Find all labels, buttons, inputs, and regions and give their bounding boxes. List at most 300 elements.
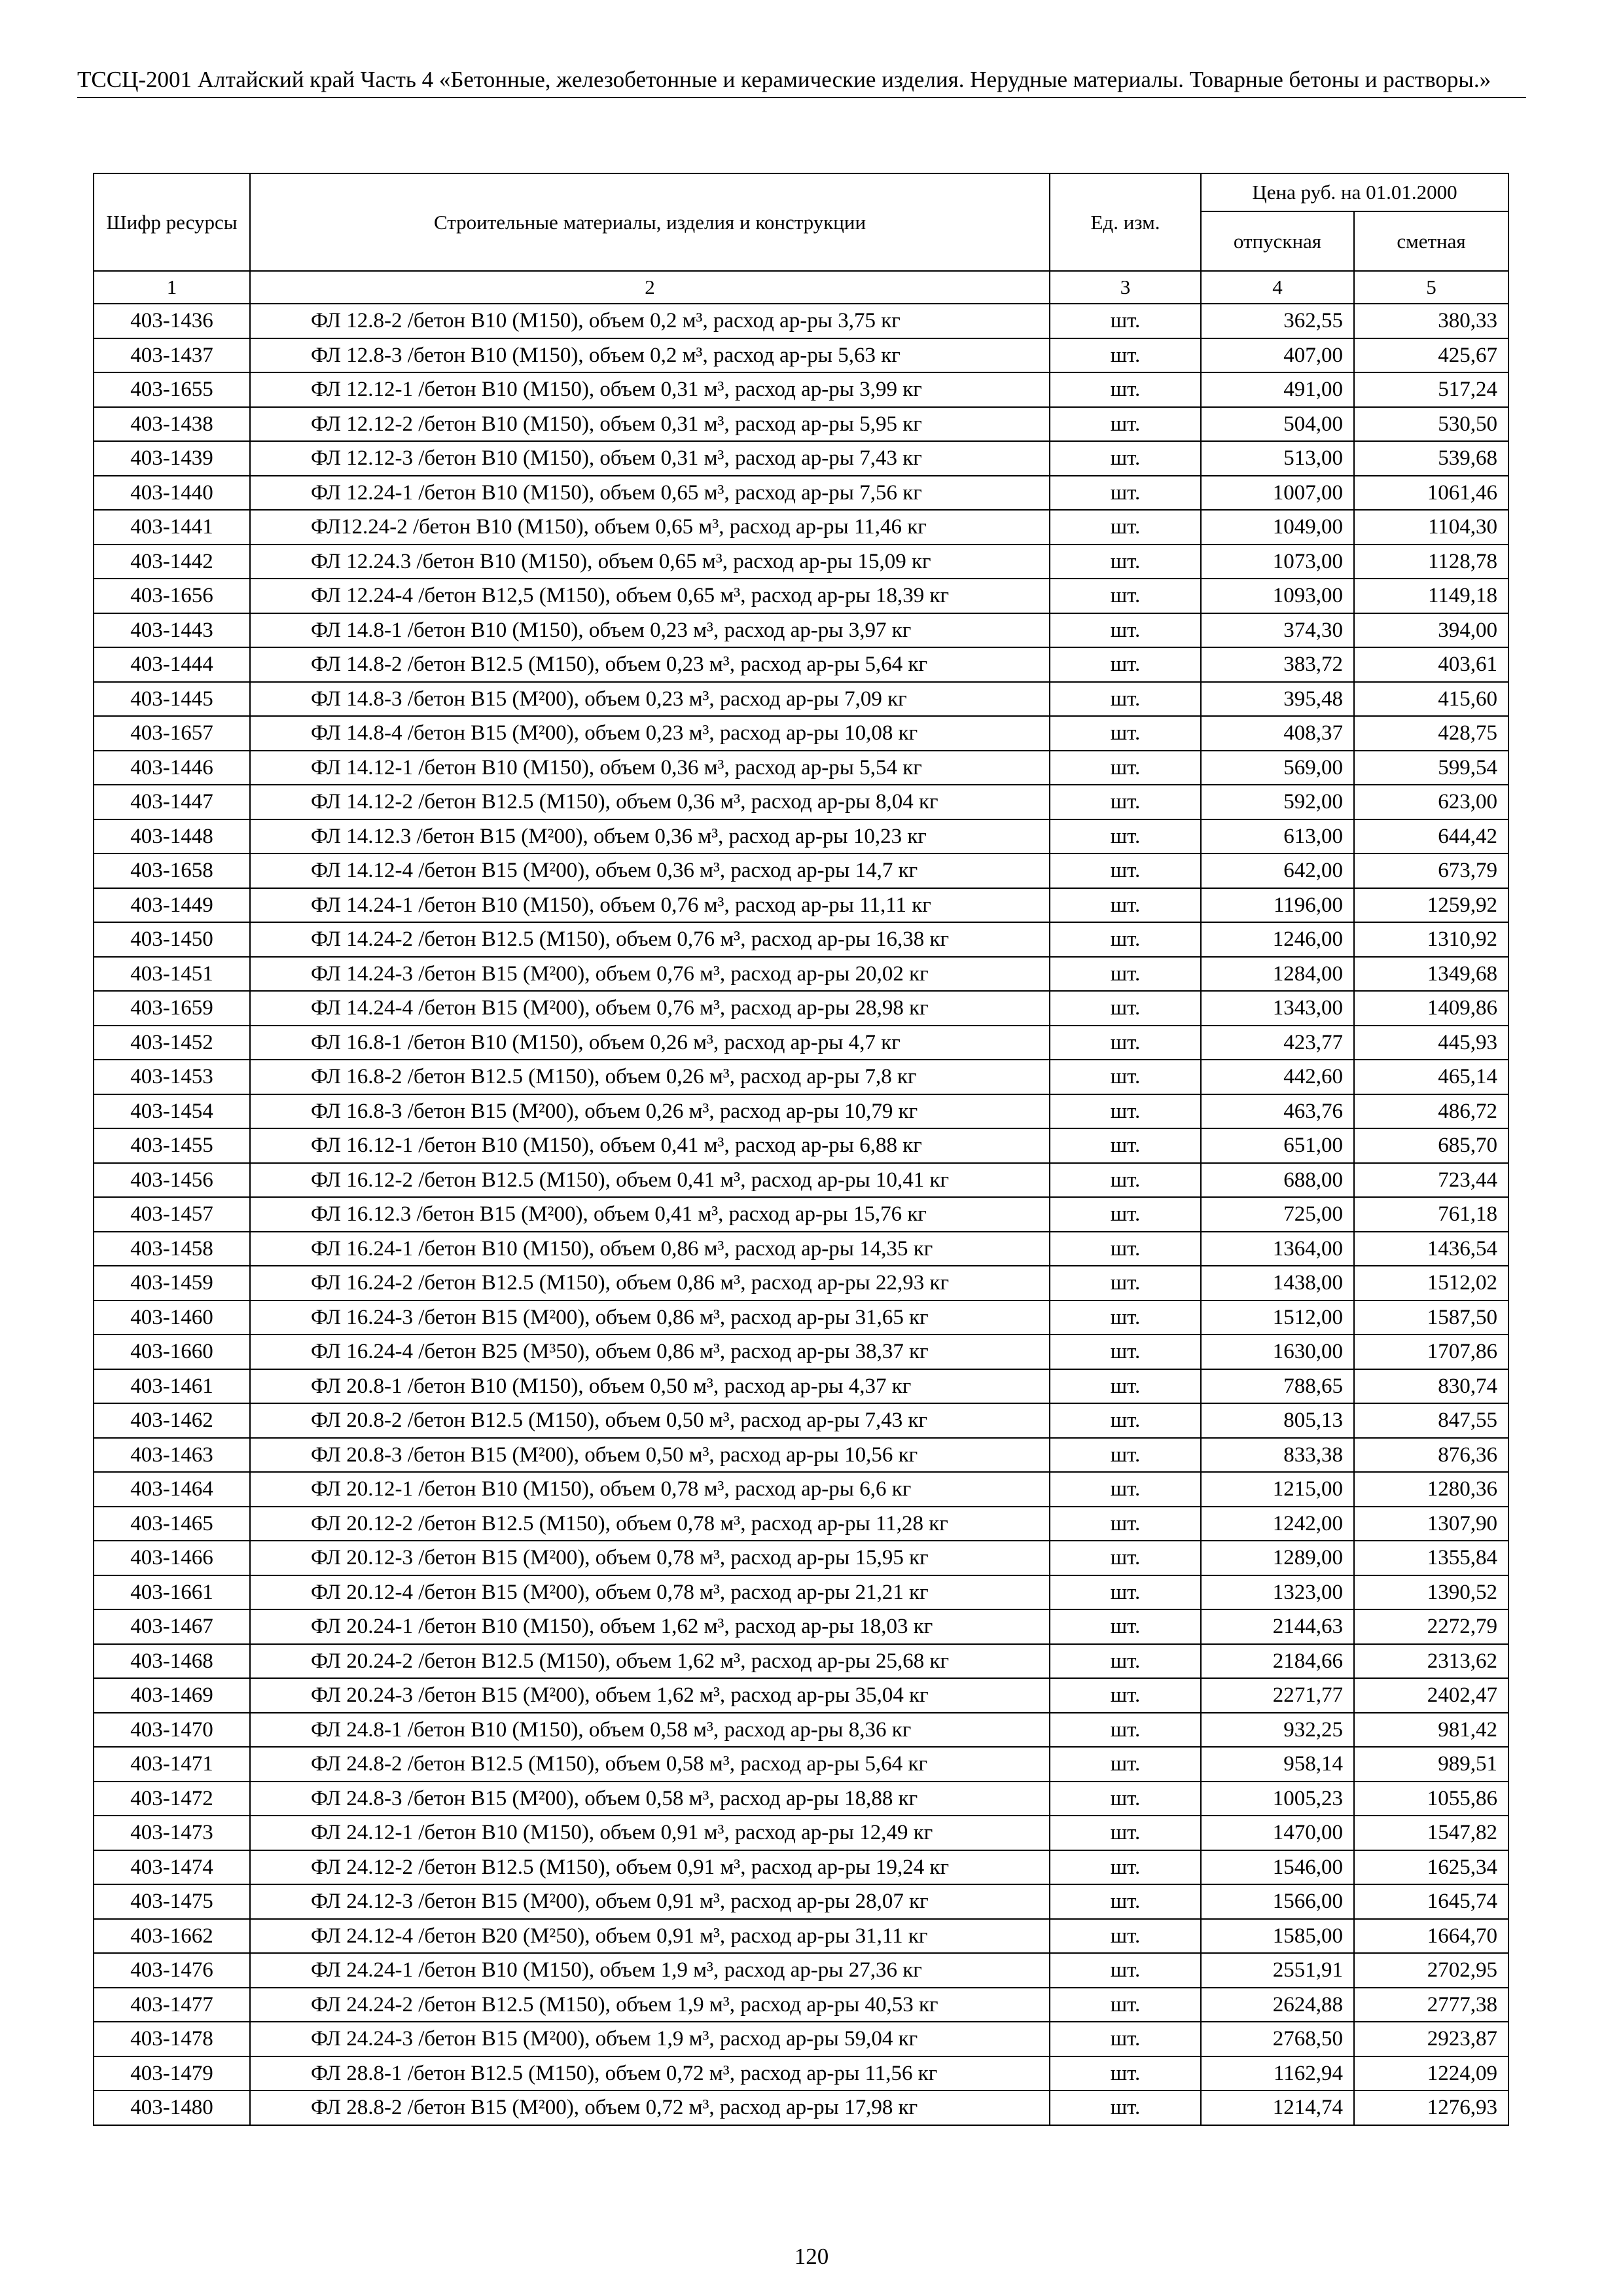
resource-code: 403-1658 <box>94 853 250 888</box>
release-price: 362,55 <box>1201 304 1354 338</box>
release-price: 1585,00 <box>1201 1919 1354 1954</box>
estimate-price: 1259,92 <box>1354 888 1508 923</box>
material-name: ФЛ 24.12-3 /бетон В15 (М²00), объем 0,91 м³, расход ар-ры 28,07 кг <box>250 1884 1050 1919</box>
material-name: ФЛ 16.24-2 /бетон В12.5 (М150), объем 0,86 м³, расход ар-ры 22,93 кг <box>250 1266 1050 1300</box>
resource-code: 403-1444 <box>94 647 250 682</box>
material-name: ФЛ 16.12-1 /бетон В10 (М150), объем 0,41 м³, расход ар-ры 6,88 кг <box>250 1128 1050 1163</box>
release-price: 463,76 <box>1201 1094 1354 1129</box>
page-header: ТССЦ-2001 Алтайский край Часть 4 «Бетонные, железобетонные и керамические изделия. Нерудные материалы. Товарные бетоны и растворы.» <box>77 67 1526 98</box>
material-name: ФЛ 16.24-4 /бетон В25 (М³50), объем 0,86 м³, расход ар-ры 38,37 кг <box>250 1335 1050 1369</box>
release-price: 1343,00 <box>1201 991 1354 1026</box>
table-row <box>94 1094 1508 1129</box>
material-name: ФЛ 16.24-3 /бетон В15 (М²00), объем 0,86 м³, расход ар-ры 31,65 кг <box>250 1300 1050 1335</box>
release-price: 725,00 <box>1201 1197 1354 1232</box>
release-price: 1323,00 <box>1201 1575 1354 1610</box>
unit: шт. <box>1050 1300 1201 1335</box>
release-price: 833,38 <box>1201 1438 1354 1473</box>
resource-code: 403-1461 <box>94 1369 250 1404</box>
release-price: 513,00 <box>1201 441 1354 476</box>
release-price: 1566,00 <box>1201 1884 1354 1919</box>
estimate-price: 2923,87 <box>1354 2022 1508 2056</box>
estimate-price: 486,72 <box>1354 1094 1508 1129</box>
estimate-price: 394,00 <box>1354 613 1508 648</box>
material-name: ФЛ 20.8-3 /бетон В15 (М²00), объем 0,50 м³, расход ар-ры 10,56 кг <box>250 1438 1050 1473</box>
material-name: ФЛ 24.8-2 /бетон В12.5 (М150), объем 0,58 м³, расход ар-ры 5,64 кг <box>250 1747 1050 1782</box>
unit: шт. <box>1050 647 1201 682</box>
unit: шт. <box>1050 1403 1201 1438</box>
estimate-price: 1276,93 <box>1354 2090 1508 2125</box>
release-price: 1214,74 <box>1201 2090 1354 2125</box>
material-name: ФЛ 20.8-2 /бетон В12.5 (М150), объем 0,50 м³, расход ар-ры 7,43 кг <box>250 1403 1050 1438</box>
release-price: 2551,91 <box>1201 1953 1354 1988</box>
unit: шт. <box>1050 1128 1201 1163</box>
table-row <box>94 888 1508 923</box>
resource-code: 403-1660 <box>94 1335 250 1369</box>
table-row <box>94 338 1508 373</box>
material-name: ФЛ 12.12-1 /бетон В10 (М150), объем 0,31 м³, расход ар-ры 3,99 кг <box>250 372 1050 407</box>
estimate-price: 1707,86 <box>1354 1335 1508 1369</box>
estimate-price: 415,60 <box>1354 682 1508 717</box>
release-price: 442,60 <box>1201 1060 1354 1094</box>
table-body <box>94 304 1508 2125</box>
unit: шт. <box>1050 682 1201 717</box>
table-row <box>94 1713 1508 1748</box>
material-name: ФЛ 20.24-2 /бетон В12.5 (М150), объем 1,62 м³, расход ар-ры 25,68 кг <box>250 1644 1050 1679</box>
estimate-price: 1512,02 <box>1354 1266 1508 1300</box>
resource-code: 403-1437 <box>94 338 250 373</box>
unit: шт. <box>1050 1507 1201 1541</box>
estimate-price: 673,79 <box>1354 853 1508 888</box>
material-name: ФЛ 20.12-4 /бетон В15 (М²00), объем 0,78 м³, расход ар-ры 21,21 кг <box>250 1575 1050 1610</box>
resource-code: 403-1473 <box>94 1816 250 1850</box>
estimate-price: 1224,09 <box>1354 2056 1508 2091</box>
material-name: ФЛ 14.24-4 /бетон В15 (М²00), объем 0,76 м³, расход ар-ры 28,98 кг <box>250 991 1050 1026</box>
release-price: 1215,00 <box>1201 1472 1354 1507</box>
resource-code: 403-1468 <box>94 1644 250 1679</box>
unit: шт. <box>1050 1335 1201 1369</box>
unit: шт. <box>1050 304 1201 338</box>
resource-code: 403-1448 <box>94 819 250 854</box>
table-row <box>94 1541 1508 1575</box>
col-number: 5 <box>1354 271 1508 304</box>
resource-code: 403-1465 <box>94 1507 250 1541</box>
unit: шт. <box>1050 510 1201 545</box>
resource-code: 403-1453 <box>94 1060 250 1094</box>
table-row <box>94 1609 1508 1644</box>
release-price: 1546,00 <box>1201 1850 1354 1885</box>
estimate-price: 539,68 <box>1354 441 1508 476</box>
table-row <box>94 1850 1508 1885</box>
unit: шт. <box>1050 1713 1201 1748</box>
unit: шт. <box>1050 1266 1201 1300</box>
release-price: 932,25 <box>1201 1713 1354 1748</box>
col-number: 3 <box>1050 271 1201 304</box>
material-name: ФЛ 12.24-4 /бетон В12,5 (М150), объем 0,65 м³, расход ар-ры 18,39 кг <box>250 579 1050 613</box>
unit: шт. <box>1050 476 1201 511</box>
estimate-price: 623,00 <box>1354 785 1508 819</box>
table-row <box>94 1335 1508 1369</box>
resource-code: 403-1455 <box>94 1128 250 1163</box>
material-name: ФЛ12.24-2 /бетон В10 (М150), объем 0,65 м³, расход ар-ры 11,46 кг <box>250 510 1050 545</box>
resource-code: 403-1443 <box>94 613 250 648</box>
resource-code: 403-1458 <box>94 1232 250 1266</box>
table-row <box>94 853 1508 888</box>
material-name: ФЛ 12.24-1 /бетон В10 (М150), объем 0,65 м³, расход ар-ры 7,56 кг <box>250 476 1050 511</box>
table-row <box>94 1747 1508 1782</box>
estimate-price: 1307,90 <box>1354 1507 1508 1541</box>
estimate-price: 1280,36 <box>1354 1472 1508 1507</box>
resource-code: 403-1445 <box>94 682 250 717</box>
release-price: 1007,00 <box>1201 476 1354 511</box>
table-row <box>94 304 1508 338</box>
material-name: ФЛ 20.24-1 /бетон В10 (М150), объем 1,62 м³, расход ар-ры 18,03 кг <box>250 1609 1050 1644</box>
material-name: ФЛ 24.8-1 /бетон В10 (М150), объем 0,58 м³, расход ар-ры 8,36 кг <box>250 1713 1050 1748</box>
material-name: ФЛ 28.8-2 /бетон В15 (М²00), объем 0,72 м³, расход ар-ры 17,98 кг <box>250 2090 1050 2125</box>
table-row <box>94 1507 1508 1541</box>
col-header-unit: Ед. изм. <box>1050 173 1201 271</box>
unit: шт. <box>1050 579 1201 613</box>
resource-code: 403-1478 <box>94 2022 250 2056</box>
unit: шт. <box>1050 1678 1201 1713</box>
unit: шт. <box>1050 1850 1201 1885</box>
estimate-price: 847,55 <box>1354 1403 1508 1438</box>
table-row <box>94 1575 1508 1610</box>
table-row <box>94 372 1508 407</box>
unit: шт. <box>1050 2056 1201 2091</box>
estimate-price: 1547,82 <box>1354 1816 1508 1850</box>
material-name: ФЛ 16.12-2 /бетон В12.5 (М150), объем 0,41 м³, расход ар-ры 10,41 кг <box>250 1163 1050 1198</box>
material-name: ФЛ 14.8-1 /бетон В10 (М150), объем 0,23 м³, расход ар-ры 3,97 кг <box>250 613 1050 648</box>
material-name: ФЛ 14.8-4 /бетон В15 (М²00), объем 0,23 м³, расход ар-ры 10,08 кг <box>250 716 1050 751</box>
resource-code: 403-1471 <box>94 1747 250 1782</box>
estimate-price: 644,42 <box>1354 819 1508 854</box>
release-price: 642,00 <box>1201 853 1354 888</box>
table-row <box>94 1782 1508 1816</box>
unit: шт. <box>1050 1575 1201 1610</box>
unit: шт. <box>1050 1541 1201 1575</box>
table-row <box>94 1438 1508 1473</box>
estimate-price: 1664,70 <box>1354 1919 1508 1954</box>
unit: шт. <box>1050 1782 1201 1816</box>
release-price: 592,00 <box>1201 785 1354 819</box>
estimate-price: 1349,68 <box>1354 957 1508 992</box>
table-row <box>94 1472 1508 1507</box>
unit: шт. <box>1050 1472 1201 1507</box>
unit: шт. <box>1050 1884 1201 1919</box>
resource-code: 403-1656 <box>94 579 250 613</box>
resource-code: 403-1451 <box>94 957 250 992</box>
resource-code: 403-1442 <box>94 545 250 579</box>
material-name: ФЛ 24.8-3 /бетон В15 (М²00), объем 0,58 м³, расход ар-ры 18,88 кг <box>250 1782 1050 1816</box>
estimate-price: 517,24 <box>1354 372 1508 407</box>
release-price: 1242,00 <box>1201 1507 1354 1541</box>
page-number: 120 <box>794 2244 829 2269</box>
unit: шт. <box>1050 1919 1201 1954</box>
unit: шт. <box>1050 853 1201 888</box>
material-name: ФЛ 16.8-1 /бетон В10 (М150), объем 0,26 м³, расход ар-ры 4,7 кг <box>250 1026 1050 1060</box>
material-name: ФЛ 20.12-1 /бетон В10 (М150), объем 0,78 м³, расход ар-ры 6,6 кг <box>250 1472 1050 1507</box>
unit: шт. <box>1050 1747 1201 1782</box>
col-header-name: Строительные материалы, изделия и конструкции <box>250 173 1050 271</box>
table-row <box>94 716 1508 751</box>
resource-code: 403-1446 <box>94 751 250 785</box>
release-price: 688,00 <box>1201 1163 1354 1198</box>
release-price: 1364,00 <box>1201 1232 1354 1266</box>
release-price: 1630,00 <box>1201 1335 1354 1369</box>
unit: шт. <box>1050 991 1201 1026</box>
estimate-price: 465,14 <box>1354 1060 1508 1094</box>
release-price: 788,65 <box>1201 1369 1354 1404</box>
table-row <box>94 647 1508 682</box>
release-price: 383,72 <box>1201 647 1354 682</box>
unit: шт. <box>1050 2022 1201 2056</box>
resource-code: 403-1463 <box>94 1438 250 1473</box>
release-price: 2624,88 <box>1201 1988 1354 2022</box>
estimate-price: 2272,79 <box>1354 1609 1508 1644</box>
col-header-price-group: Цена руб. на 01.01.2000 <box>1201 173 1508 211</box>
resource-code: 403-1439 <box>94 441 250 476</box>
table-row <box>94 1266 1508 1300</box>
estimate-price: 428,75 <box>1354 716 1508 751</box>
table-row <box>94 922 1508 957</box>
resource-code: 403-1476 <box>94 1953 250 1988</box>
unit: шт. <box>1050 888 1201 923</box>
material-name: ФЛ 24.12-1 /бетон В10 (М150), объем 0,91 м³, расход ар-ры 12,49 кг <box>250 1816 1050 1850</box>
resource-code: 403-1454 <box>94 1094 250 1129</box>
material-name: ФЛ 16.8-3 /бетон В15 (М²00), объем 0,26 м³, расход ар-ры 10,79 кг <box>250 1094 1050 1129</box>
estimate-price: 1061,46 <box>1354 476 1508 511</box>
col-header-code: Шифр ресурсы <box>94 173 250 271</box>
material-name: ФЛ 24.12-4 /бетон В20 (М²50), объем 0,91 м³, расход ар-ры 31,11 кг <box>250 1919 1050 1954</box>
col-number: 1 <box>94 271 250 304</box>
estimate-price: 1587,50 <box>1354 1300 1508 1335</box>
material-name: ФЛ 14.12-1 /бетон В10 (М150), объем 0,36 м³, расход ар-ры 5,54 кг <box>250 751 1050 785</box>
release-price: 423,77 <box>1201 1026 1354 1060</box>
estimate-price: 1625,34 <box>1354 1850 1508 1885</box>
release-price: 1196,00 <box>1201 888 1354 923</box>
estimate-price: 1355,84 <box>1354 1541 1508 1575</box>
estimate-price: 1055,86 <box>1354 1782 1508 1816</box>
unit: шт. <box>1050 613 1201 648</box>
unit: шт. <box>1050 1163 1201 1198</box>
resource-code: 403-1457 <box>94 1197 250 1232</box>
material-name: ФЛ 24.24-2 /бетон В12.5 (М150), объем 1,9 м³, расход ар-ры 40,53 кг <box>250 1988 1050 2022</box>
table-row <box>94 510 1508 545</box>
material-name: ФЛ 14.24-1 /бетон В10 (М150), объем 0,76 м³, расход ар-ры 11,11 кг <box>250 888 1050 923</box>
unit: шт. <box>1050 338 1201 373</box>
resource-code: 403-1479 <box>94 2056 250 2091</box>
estimate-price: 380,33 <box>1354 304 1508 338</box>
release-price: 1512,00 <box>1201 1300 1354 1335</box>
release-price: 2271,77 <box>1201 1678 1354 1713</box>
col-header-estimate-price: сметная <box>1354 211 1508 271</box>
table-row <box>94 1369 1508 1404</box>
resource-code: 403-1440 <box>94 476 250 511</box>
table-row <box>94 476 1508 511</box>
estimate-price: 1436,54 <box>1354 1232 1508 1266</box>
resource-code: 403-1447 <box>94 785 250 819</box>
table-row <box>94 1232 1508 1266</box>
release-price: 569,00 <box>1201 751 1354 785</box>
release-price: 374,30 <box>1201 613 1354 648</box>
release-price: 1289,00 <box>1201 1541 1354 1575</box>
material-name: ФЛ 28.8-1 /бетон В12.5 (М150), объем 0,72 м³, расход ар-ры 11,56 кг <box>250 2056 1050 2091</box>
release-price: 613,00 <box>1201 819 1354 854</box>
table-row <box>94 991 1508 1026</box>
resource-code: 403-1438 <box>94 407 250 442</box>
estimate-price: 403,61 <box>1354 647 1508 682</box>
resource-code: 403-1475 <box>94 1884 250 1919</box>
unit: шт. <box>1050 1197 1201 1232</box>
resource-code: 403-1661 <box>94 1575 250 1610</box>
material-name: ФЛ 16.8-2 /бетон В12.5 (М150), объем 0,26 м³, расход ар-ры 7,8 кг <box>250 1060 1050 1094</box>
resource-code: 403-1460 <box>94 1300 250 1335</box>
material-name: ФЛ 20.12-2 /бетон В12.5 (М150), объем 0,78 м³, расход ар-ры 11,28 кг <box>250 1507 1050 1541</box>
table-row <box>94 1026 1508 1060</box>
table-row <box>94 751 1508 785</box>
release-price: 2144,63 <box>1201 1609 1354 1644</box>
resource-code: 403-1477 <box>94 1988 250 2022</box>
table-row <box>94 682 1508 717</box>
table-row <box>94 1644 1508 1679</box>
price-table <box>93 173 1509 2126</box>
release-price: 2768,50 <box>1201 2022 1354 2056</box>
estimate-price: 1128,78 <box>1354 545 1508 579</box>
estimate-price: 989,51 <box>1354 1747 1508 1782</box>
resource-code: 403-1441 <box>94 510 250 545</box>
table-row <box>94 2090 1508 2125</box>
table-row <box>94 2056 1508 2091</box>
material-name: ФЛ 12.12-3 /бетон В10 (М150), объем 0,31 м³, расход ар-ры 7,43 кг <box>250 441 1050 476</box>
table-row <box>94 1163 1508 1198</box>
resource-code: 403-1467 <box>94 1609 250 1644</box>
unit: шт. <box>1050 716 1201 751</box>
estimate-price: 981,42 <box>1354 1713 1508 1748</box>
unit: шт. <box>1050 1816 1201 1850</box>
resource-code: 403-1462 <box>94 1403 250 1438</box>
estimate-price: 1645,74 <box>1354 1884 1508 1919</box>
table-row <box>94 1128 1508 1163</box>
release-price: 805,13 <box>1201 1403 1354 1438</box>
release-price: 651,00 <box>1201 1128 1354 1163</box>
resource-code: 403-1452 <box>94 1026 250 1060</box>
unit: шт. <box>1050 1609 1201 1644</box>
unit: шт. <box>1050 957 1201 992</box>
table-row <box>94 1403 1508 1438</box>
material-name: ФЛ 14.8-3 /бетон В15 (М²00), объем 0,23 м³, расход ар-ры 7,09 кг <box>250 682 1050 717</box>
table-row <box>94 579 1508 613</box>
table-row <box>94 785 1508 819</box>
unit: шт. <box>1050 751 1201 785</box>
resource-code: 403-1470 <box>94 1713 250 1748</box>
estimate-price: 876,36 <box>1354 1438 1508 1473</box>
release-price: 1049,00 <box>1201 510 1354 545</box>
release-price: 407,00 <box>1201 338 1354 373</box>
release-price: 1162,94 <box>1201 2056 1354 2091</box>
unit: шт. <box>1050 1094 1201 1129</box>
unit: шт. <box>1050 1988 1201 2022</box>
table-row <box>94 957 1508 992</box>
estimate-price: 1390,52 <box>1354 1575 1508 1610</box>
estimate-price: 1104,30 <box>1354 510 1508 545</box>
estimate-price: 2702,95 <box>1354 1953 1508 1988</box>
material-name: ФЛ 16.12.3 /бетон В15 (М²00), объем 0,41 м³, расход ар-ры 15,76 кг <box>250 1197 1050 1232</box>
material-name: ФЛ 14.24-3 /бетон В15 (М²00), объем 0,76 м³, расход ар-ры 20,02 кг <box>250 957 1050 992</box>
material-name: ФЛ 12.8-2 /бетон В10 (М150), объем 0,2 м³, расход ар-ры 3,75 кг <box>250 304 1050 338</box>
material-name: ФЛ 20.8-1 /бетон В10 (М150), объем 0,50 м³, расход ар-ры 4,37 кг <box>250 1369 1050 1404</box>
unit: шт. <box>1050 1232 1201 1266</box>
unit: шт. <box>1050 785 1201 819</box>
table-row <box>94 1197 1508 1232</box>
estimate-price: 685,70 <box>1354 1128 1508 1163</box>
release-price: 395,48 <box>1201 682 1354 717</box>
resource-code: 403-1459 <box>94 1266 250 1300</box>
estimate-price: 2777,38 <box>1354 1988 1508 2022</box>
table-row <box>94 1919 1508 1954</box>
material-name: ФЛ 24.24-1 /бетон В10 (М150), объем 1,9 м³, расход ар-ры 27,36 кг <box>250 1953 1050 1988</box>
resource-code: 403-1450 <box>94 922 250 957</box>
resource-code: 403-1436 <box>94 304 250 338</box>
resource-code: 403-1659 <box>94 991 250 1026</box>
resource-code: 403-1472 <box>94 1782 250 1816</box>
release-price: 1284,00 <box>1201 957 1354 992</box>
material-name: ФЛ 20.12-3 /бетон В15 (М²00), объем 0,78 м³, расход ар-ры 15,95 кг <box>250 1541 1050 1575</box>
unit: шт. <box>1050 372 1201 407</box>
release-price: 1073,00 <box>1201 545 1354 579</box>
estimate-price: 445,93 <box>1354 1026 1508 1060</box>
table-row <box>94 1300 1508 1335</box>
estimate-price: 723,44 <box>1354 1163 1508 1198</box>
material-name: ФЛ 14.12-4 /бетон В15 (М²00), объем 0,36 м³, расход ар-ры 14,7 кг <box>250 853 1050 888</box>
table-row <box>94 1884 1508 1919</box>
table-row <box>94 1678 1508 1713</box>
estimate-price: 599,54 <box>1354 751 1508 785</box>
unit: шт. <box>1050 2090 1201 2125</box>
table-row <box>94 441 1508 476</box>
release-price: 958,14 <box>1201 1747 1354 1782</box>
table-row <box>94 407 1508 442</box>
resource-code: 403-1480 <box>94 2090 250 2125</box>
release-price: 2184,66 <box>1201 1644 1354 1679</box>
material-name: ФЛ 14.12-2 /бетон В12.5 (М150), объем 0,36 м³, расход ар-ры 8,04 кг <box>250 785 1050 819</box>
resource-code: 403-1657 <box>94 716 250 751</box>
unit: шт. <box>1050 922 1201 957</box>
table-row <box>94 1816 1508 1850</box>
release-price: 1093,00 <box>1201 579 1354 613</box>
release-price: 491,00 <box>1201 372 1354 407</box>
resource-code: 403-1464 <box>94 1472 250 1507</box>
table-row <box>94 1953 1508 1988</box>
resource-code: 403-1466 <box>94 1541 250 1575</box>
estimate-price: 2313,62 <box>1354 1644 1508 1679</box>
resource-code: 403-1449 <box>94 888 250 923</box>
unit: шт. <box>1050 1953 1201 1988</box>
release-price: 408,37 <box>1201 716 1354 751</box>
table-row <box>94 613 1508 648</box>
unit: шт. <box>1050 545 1201 579</box>
material-name: ФЛ 14.24-2 /бетон В12.5 (М150), объем 0,76 м³, расход ар-ры 16,38 кг <box>250 922 1050 957</box>
resource-code: 403-1469 <box>94 1678 250 1713</box>
release-price: 1470,00 <box>1201 1816 1354 1850</box>
release-price: 504,00 <box>1201 407 1354 442</box>
material-name: ФЛ 24.24-3 /бетон В15 (М²00), объем 1,9 м³, расход ар-ры 59,04 кг <box>250 2022 1050 2056</box>
unit: шт. <box>1050 407 1201 442</box>
estimate-price: 761,18 <box>1354 1197 1508 1232</box>
table-row <box>94 2022 1508 2056</box>
material-name: ФЛ 24.12-2 /бетон В12.5 (М150), объем 0,91 м³, расход ар-ры 19,24 кг <box>250 1850 1050 1885</box>
release-price: 1438,00 <box>1201 1266 1354 1300</box>
col-header-release-price: отпускная <box>1201 211 1354 271</box>
